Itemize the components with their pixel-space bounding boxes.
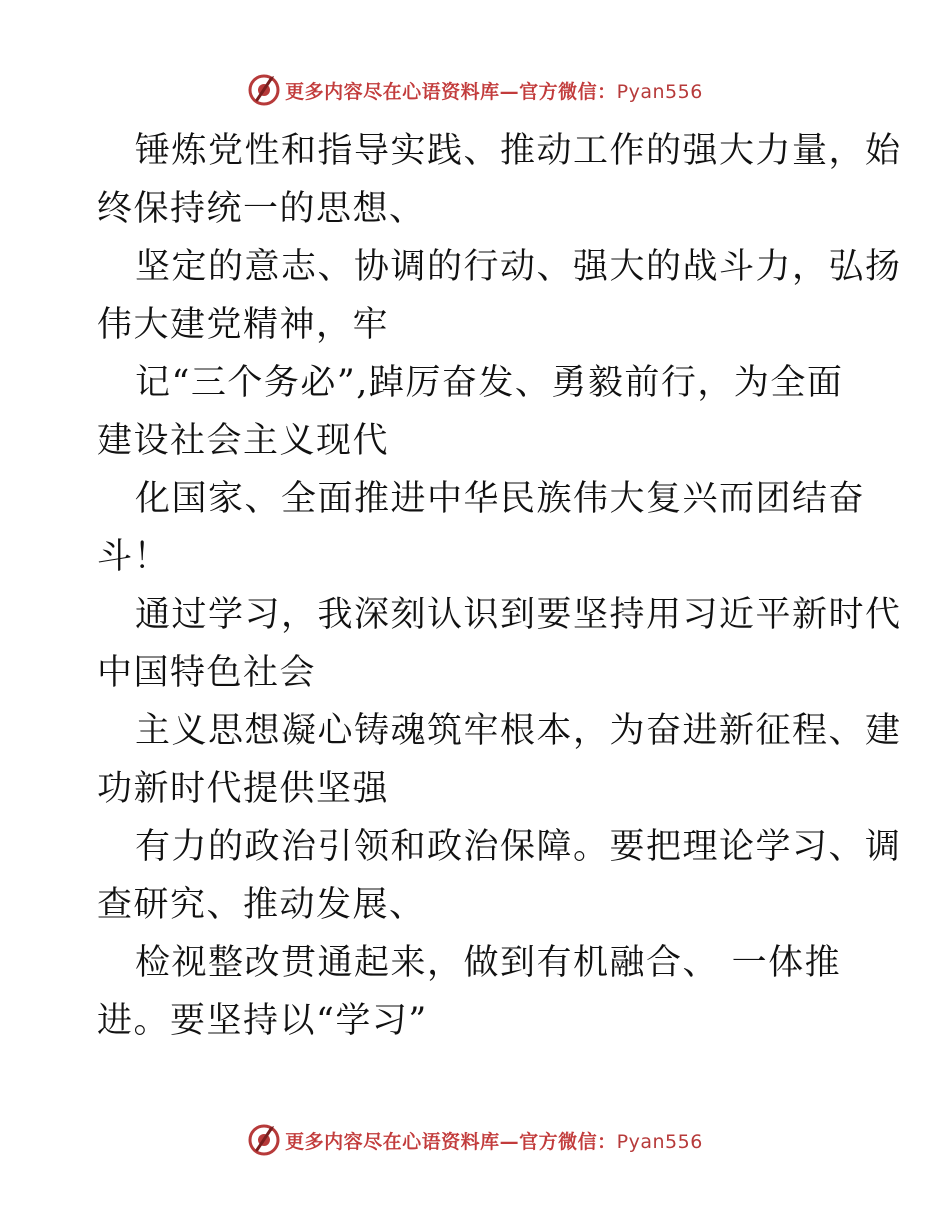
text-line: 中国特色社会 [97, 653, 317, 693]
banner-text-id: Pyan556 [616, 1130, 703, 1153]
text-line: 伟大建党精神，牢 [97, 305, 390, 345]
text-line: 进。要坚持以“学习” [97, 1001, 428, 1041]
brand-logo-icon [247, 73, 281, 107]
text-line: 记“三个务必”,踔厉奋发、勇毅前行，为全面 [135, 363, 844, 403]
text-line: 主义思想凝心铸魂筑牢根本，为奋进新征程、建 [135, 711, 902, 751]
text-line: 有力的政治引领和政治保障。要把理论学习、调 [135, 827, 902, 867]
banner-text-cn: 更多内容尽在心语资料库—官方微信： [285, 80, 617, 103]
text-line: 化国家、全面推进中华民族伟大复兴而团结奋 [135, 479, 866, 519]
text-line: 终保持统一的思想、 [97, 189, 426, 229]
text-line: 查研究、推动发展、 [97, 885, 426, 925]
banner-text-id: Pyan556 [616, 80, 703, 103]
text-line: 建设社会主义现代 [97, 421, 390, 461]
footer-watermark-banner [0, 1120, 950, 1160]
brand-logo-icon [247, 1123, 281, 1157]
document-body [97, 122, 902, 1050]
text-line: 通过学习，我深刻认识到要坚持用习近平新时代 [135, 595, 902, 635]
text-line: 斗！ [97, 537, 171, 577]
text-line: 功新时代提供坚强 [97, 769, 390, 809]
header-watermark-banner [0, 70, 950, 110]
text-line: 锤炼党性和指导实践、推动工作的强大力量，始 [135, 131, 902, 171]
text-line: 坚定的意志、协调的行动、强大的战斗力，弘扬 [135, 247, 902, 287]
text-line: 检视整改贯通起来，做到有机融合、 一体推 [135, 943, 842, 983]
banner-text-cn: 更多内容尽在心语资料库—官方微信： [285, 1130, 617, 1153]
